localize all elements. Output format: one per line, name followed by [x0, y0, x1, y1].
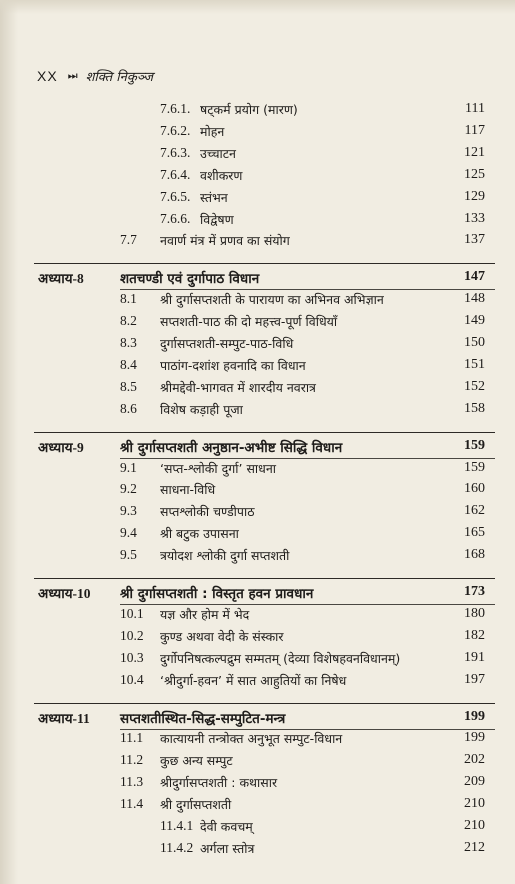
toc-entry-row[interactable]	[0, 840, 515, 862]
toc-number: 9.4	[120, 525, 137, 541]
toc-title: दुर्गासप्तशती-सम्पुट-पाठ-विधि	[160, 336, 294, 351]
toc-entry-row[interactable]	[0, 818, 515, 840]
toc-number: 7.7	[120, 232, 137, 248]
toc-entry-row[interactable]	[0, 606, 515, 628]
toc-number: 11.3	[120, 774, 144, 790]
toc-entry-row[interactable]	[0, 123, 515, 145]
toc-entry-row[interactable]	[0, 460, 515, 482]
toc-page-number: 210	[464, 818, 485, 833]
toc-number: 8.5	[120, 378, 137, 394]
toc-number: 10.4	[120, 671, 144, 687]
toc-title: श्रीमद्देवी-भागवत में शारदीय नवरात्र	[160, 379, 316, 395]
page-number: XX	[37, 68, 58, 84]
toc-page-number: 199	[464, 708, 485, 724]
toc-entry-row[interactable]	[0, 232, 515, 254]
toc-page-number: 158	[464, 400, 485, 416]
toc-page-number: 165	[464, 525, 485, 541]
toc-page-number: 147	[464, 269, 485, 285]
chapter-title-underline	[120, 604, 495, 605]
toc-title: सप्तशती-पाठ की दो महत्त्व-पूर्ण विधियाँ	[160, 314, 338, 330]
toc-number: 8.1	[120, 291, 137, 307]
toc-page-number: 152	[464, 378, 485, 394]
toc-entry-row[interactable]	[0, 796, 515, 818]
toc-entry-row[interactable]	[0, 211, 515, 233]
toc-chapter-row[interactable]	[0, 709, 515, 731]
toc-page-number: 182	[464, 627, 485, 643]
toc-chapter-row[interactable]	[0, 269, 515, 291]
toc-entry-row[interactable]	[0, 167, 515, 189]
toc-page-number: 197	[464, 671, 485, 687]
toc-entry-row[interactable]	[0, 774, 515, 796]
toc-entry-row[interactable]	[0, 379, 515, 401]
toc-number: 8.2	[120, 313, 137, 329]
toc-number: 9.3	[120, 503, 137, 519]
toc-page-number: 162	[464, 503, 485, 519]
toc-page-number: 151	[464, 356, 485, 372]
toc-entry-row[interactable]	[0, 357, 515, 379]
toc-title: साधना-विधि	[160, 482, 216, 498]
toc-page-number: 160	[464, 481, 485, 497]
chapter-title-underline	[120, 289, 495, 290]
book-title: शक्ति निकुञ्ज	[85, 70, 154, 85]
toc-number: 10.2	[120, 627, 144, 643]
toc-entry-row[interactable]	[0, 503, 515, 525]
toc-page-number: 148	[464, 291, 485, 307]
toc-number: 9.2	[120, 481, 137, 497]
chapter-divider	[34, 703, 495, 704]
toc-title: दुर्गोपनिषत्कल्पद्रुम सम्मतम् (देव्या विशेषहवनविधानम्)	[160, 650, 401, 666]
toc-page-number: 202	[464, 752, 485, 768]
toc-page-number: 168	[464, 547, 485, 563]
toc-number: अध्याय-8	[38, 271, 84, 287]
toc-title: उच्चाटन	[200, 145, 236, 161]
toc-number: अध्याय-11	[38, 710, 90, 726]
toc-number: 9.1	[120, 459, 137, 475]
toc-chapter-row[interactable]	[0, 584, 515, 606]
toc-page-number: 125	[464, 166, 485, 182]
toc-number: 11.4	[120, 796, 144, 812]
running-header	[37, 67, 153, 85]
toc-title: श्री दुर्गासप्तशती अनुष्ठान-अभीष्ट सिद्धि विधान	[120, 439, 343, 456]
toc-entry-row[interactable]	[0, 401, 515, 423]
toc-title: यज्ञ और होम में भेद	[160, 606, 250, 622]
toc-number: 11.4.2	[160, 839, 194, 855]
toc-number: 8.3	[120, 335, 137, 350]
toc-title: वशीकरण	[200, 167, 243, 183]
chapter-title-underline	[120, 729, 495, 730]
toc-entry-row[interactable]	[0, 672, 515, 694]
toc-title: ‘श्रीदुर्गा-हवन’ में सात आहुतियों का निषेध	[160, 672, 347, 688]
double-arrow-icon: ⏭	[67, 69, 76, 82]
toc-title: नवार्ण मंत्र में प्रणव का संयोग	[160, 233, 290, 249]
toc-title: कात्यायनी तन्त्रोक्त अनुभूत सम्पुट-विधान	[160, 731, 343, 747]
toc-title: त्रयोदश श्लोकी दुर्गा सप्तशती	[160, 548, 290, 564]
toc-number: 8.6	[120, 400, 137, 416]
toc-title: श्रीदुर्गासप्तशती : कथासार	[160, 775, 278, 791]
toc-number: 10.1	[120, 605, 144, 621]
toc-title: स्तंभन	[200, 189, 228, 205]
toc-page-number: 121	[464, 144, 485, 160]
toc-title: पाठांग-दशांश हवनादि का विधान	[160, 357, 306, 373]
toc-page-number: 191	[464, 649, 485, 665]
toc-page-number: 129	[464, 188, 485, 204]
toc-entry-row[interactable]	[0, 291, 515, 313]
toc-title: श्री बटुक उपासना	[160, 526, 239, 542]
toc-page-number: 199	[464, 730, 485, 746]
toc-page-number: 173	[464, 584, 485, 599]
toc-page-number: 150	[464, 335, 485, 350]
toc-page-number: 111	[465, 101, 485, 116]
chapter-title-underline	[120, 458, 495, 459]
toc-number: 11.1	[120, 730, 144, 746]
toc-page-number: 180	[464, 605, 485, 621]
toc-title: श्री दुर्गासप्तशती : विस्तृत हवन प्रावधान	[120, 586, 314, 602]
toc-page-number: 159	[464, 437, 485, 453]
page-top-shadow	[0, 0, 515, 14]
toc-title: अर्गला स्तोत्र	[200, 840, 255, 856]
toc-entry-row[interactable]	[0, 752, 515, 774]
toc-number: 7.6.4.	[160, 166, 191, 182]
toc-page-number: 212	[464, 839, 485, 855]
toc-title: विशेष कड़ाही पूजा	[160, 401, 243, 417]
toc-title: ‘सप्त-श्लोकी दुर्गा’ साधना	[160, 460, 276, 476]
toc-entry-row[interactable]	[0, 335, 515, 357]
toc-number: 7.6.3.	[160, 144, 191, 160]
toc-title: विद्वेषण	[200, 211, 234, 227]
toc-entry-row[interactable]	[0, 650, 515, 672]
toc-number: 11.2	[120, 752, 144, 768]
toc-page-number: 137	[464, 232, 485, 248]
toc-number: 7.6.5.	[160, 188, 191, 204]
toc-title: देवी कवचम्	[200, 819, 253, 834]
toc-entry-row[interactable]	[0, 525, 515, 547]
toc-title: कुछ अन्य सम्पुट	[160, 753, 233, 769]
toc-entry-row[interactable]	[0, 730, 515, 752]
toc-page-number: 209	[464, 774, 485, 790]
toc-title: शतचण्डी एवं दुर्गापाठ विधान	[120, 271, 260, 288]
toc-number: 7.6.6.	[160, 210, 191, 226]
toc-number: 7.6.1.	[160, 101, 191, 116]
toc-number: 9.5	[120, 547, 137, 563]
toc-page-number: 210	[464, 796, 485, 812]
toc-entry-row[interactable]	[0, 628, 515, 650]
toc-entry-row[interactable]	[0, 101, 515, 123]
toc-chapter-row[interactable]	[0, 438, 515, 460]
toc-title: श्री दुर्गासप्तशती के पारायण का अभिनव अभिज्ञान	[160, 292, 384, 308]
toc-number: 10.3	[120, 649, 144, 665]
toc-entry-row[interactable]	[0, 313, 515, 335]
toc-page-number: 149	[464, 313, 485, 329]
toc-entry-row[interactable]	[0, 145, 515, 167]
toc-entry-row[interactable]	[0, 547, 515, 569]
toc-title: सप्तशतीस्थित-सिद्ध-सम्पुटित-मन्त्र	[120, 710, 286, 727]
chapter-divider	[34, 263, 495, 264]
toc-page-number: 133	[464, 210, 485, 226]
toc-number: 7.6.2.	[160, 122, 191, 138]
toc-title: षट्कर्म प्रयोग (मारण)	[200, 102, 298, 117]
toc-number: अध्याय-10	[38, 586, 91, 601]
toc-entry-row[interactable]	[0, 481, 515, 503]
chapter-divider	[34, 578, 495, 579]
chapter-divider	[34, 432, 495, 433]
toc-number: अध्याय-9	[38, 439, 84, 455]
toc-number: 8.4	[120, 356, 137, 372]
toc-entry-row[interactable]	[0, 189, 515, 211]
toc-title: श्री दुर्गासप्तशती	[160, 797, 232, 813]
toc-title: कुण्ड अथवा वेदी के संस्कार	[160, 628, 284, 644]
toc-title: सप्तश्लोकी चण्डीपाठ	[160, 504, 255, 520]
toc-title: मोहन	[200, 123, 225, 139]
toc-number: 11.4.1	[160, 818, 194, 833]
toc-page-number: 159	[464, 459, 485, 475]
toc-page-number: 117	[464, 122, 485, 138]
